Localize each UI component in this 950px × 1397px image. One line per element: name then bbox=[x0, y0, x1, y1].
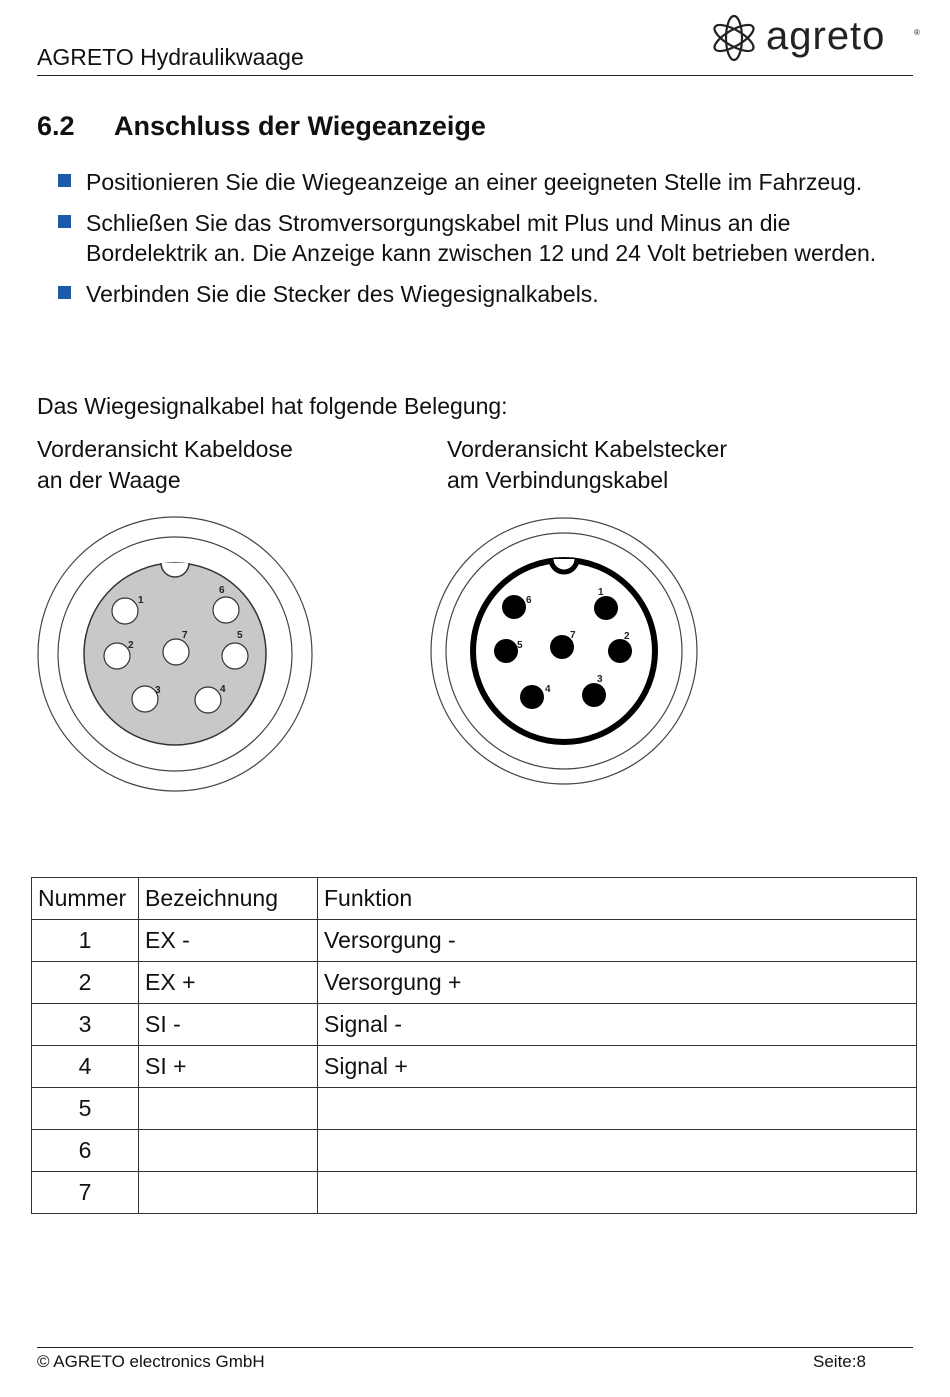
caption-plug-line1: Vorderansicht Kabelstecker bbox=[447, 436, 727, 462]
footer-divider bbox=[37, 1347, 913, 1348]
table-cell-function bbox=[318, 1130, 917, 1172]
table-cell-designation: SI - bbox=[139, 1004, 318, 1046]
bullet-square-icon bbox=[58, 215, 71, 228]
table-row bbox=[32, 1046, 917, 1088]
table-cell-designation bbox=[139, 1172, 318, 1214]
socket-pin-label: 1 bbox=[138, 595, 144, 606]
plug-pin bbox=[608, 639, 632, 663]
table-header-cell: Bezeichnung bbox=[139, 878, 318, 920]
plug-pin-label: 4 bbox=[545, 684, 551, 695]
bullet-square-icon bbox=[58, 286, 71, 299]
header-divider bbox=[37, 75, 913, 76]
table-row bbox=[32, 1088, 917, 1130]
table-header-cell: Nummer bbox=[32, 878, 139, 920]
plug-pin bbox=[494, 639, 518, 663]
caption-plug bbox=[447, 434, 847, 495]
table-row bbox=[32, 1004, 917, 1046]
list-item bbox=[37, 208, 917, 269]
socket-connector-diagram bbox=[34, 510, 318, 800]
logo-registered-mark: ® bbox=[914, 28, 920, 37]
list-item-text: Verbinden Sie die Stecker des Wiegesignalkabels. bbox=[86, 280, 599, 307]
table-row bbox=[32, 1130, 917, 1172]
plug-pin-label: 1 bbox=[598, 587, 604, 598]
table-row bbox=[32, 962, 917, 1004]
plug-pin-label: 7 bbox=[570, 630, 576, 641]
socket-pin-label: 5 bbox=[237, 630, 243, 641]
table-cell-designation bbox=[139, 1130, 318, 1172]
table-cell-number: 1 bbox=[32, 920, 139, 962]
caption-socket bbox=[37, 434, 417, 495]
logo-wordmark: agreto bbox=[766, 14, 886, 58]
table-cell-designation: EX - bbox=[139, 920, 318, 962]
table-cell-function: Versorgung - bbox=[318, 920, 917, 962]
socket-pin bbox=[222, 643, 248, 669]
plug-connector-diagram bbox=[428, 510, 702, 790]
table-cell-number: 2 bbox=[32, 962, 139, 1004]
caption-socket-line1: Vorderansicht Kabeldose bbox=[37, 436, 293, 462]
table-cell-function: Versorgung + bbox=[318, 962, 917, 1004]
section-title: Anschluss der Wiegeanzeige bbox=[114, 111, 486, 141]
plug-pin-label: 5 bbox=[517, 640, 523, 651]
table-cell-function: Signal - bbox=[318, 1004, 917, 1046]
plug-pin-label: 3 bbox=[597, 674, 603, 685]
socket-pin bbox=[195, 687, 221, 713]
plug-pin-label: 2 bbox=[624, 631, 630, 642]
list-item-text: Positionieren Sie die Wiegeanzeige an einer geeigneten Stelle im Fahrzeug. bbox=[86, 169, 863, 195]
table-cell-number: 7 bbox=[32, 1172, 139, 1214]
socket-pin-label: 2 bbox=[128, 640, 134, 651]
agreto-logo bbox=[704, 8, 924, 68]
document-header-title: AGRETO Hydraulikwaage bbox=[37, 44, 304, 70]
list-item-text: Schließen Sie das Stromversorgungskabel mit Plus und Minus an die Bordelektrik an. Die Anzeige kann zwischen 12 und 24 Volt betrieben werden. bbox=[86, 209, 877, 266]
socket-pin bbox=[163, 639, 189, 665]
table-cell-function bbox=[318, 1172, 917, 1214]
plug-pin bbox=[594, 596, 618, 620]
section-number: 6.2 bbox=[37, 111, 75, 141]
caption-socket-line2: an der Waage bbox=[37, 466, 181, 493]
list-item bbox=[37, 279, 917, 310]
plug-pin bbox=[520, 685, 544, 709]
plug-pin-label: 6 bbox=[526, 595, 532, 606]
socket-pin bbox=[213, 597, 239, 623]
list-item bbox=[37, 167, 917, 198]
socket-pin bbox=[104, 643, 130, 669]
table-row bbox=[32, 1172, 917, 1214]
socket-pin-label: 6 bbox=[219, 585, 225, 596]
table-cell-designation: SI + bbox=[139, 1046, 318, 1088]
logo-flower-icon bbox=[704, 8, 764, 68]
footer-copyright: © AGRETO electronics GmbH bbox=[37, 1352, 265, 1371]
footer-page-number: Seite:8 bbox=[813, 1352, 866, 1371]
socket-pin bbox=[112, 598, 138, 624]
socket-pin-label: 4 bbox=[220, 684, 226, 695]
table-cell-designation: EX + bbox=[139, 962, 318, 1004]
pin-assignment-table bbox=[31, 877, 917, 1214]
table-cell-number: 6 bbox=[32, 1130, 139, 1172]
table-cell-designation bbox=[139, 1088, 318, 1130]
pinout-intro: Das Wiegesignalkabel hat folgende Belegung: bbox=[37, 393, 508, 419]
caption-plug-line2: am Verbindungskabel bbox=[447, 466, 669, 493]
instruction-list bbox=[37, 167, 917, 319]
table-header-row bbox=[32, 878, 917, 920]
socket-pin-label: 7 bbox=[182, 630, 188, 641]
socket-pin-label: 3 bbox=[155, 685, 161, 696]
table-row bbox=[32, 920, 917, 962]
table-cell-function: Signal + bbox=[318, 1046, 917, 1088]
plug-pin bbox=[582, 683, 606, 707]
bullet-square-icon bbox=[58, 174, 71, 187]
table-cell-number: 5 bbox=[32, 1088, 139, 1130]
table-cell-number: 3 bbox=[32, 1004, 139, 1046]
table-cell-function bbox=[318, 1088, 917, 1130]
table-cell-number: 4 bbox=[32, 1046, 139, 1088]
table-header-cell: Funktion bbox=[318, 878, 917, 920]
plug-key-notch bbox=[551, 559, 577, 572]
plug-pin bbox=[502, 595, 526, 619]
